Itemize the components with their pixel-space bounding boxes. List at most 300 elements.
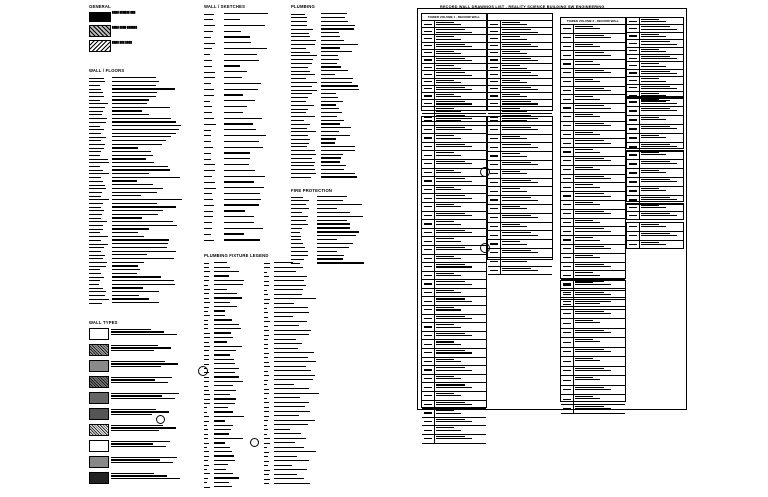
legend-text-line: [112, 251, 176, 252]
legend-symbol: [291, 29, 313, 30]
legend-text-line: [274, 352, 314, 353]
text-line: [436, 36, 454, 37]
sheet-title: [502, 87, 538, 92]
column-divider: [573, 183, 574, 191]
text-line: [641, 207, 666, 208]
text-line: [436, 413, 461, 414]
legend-symbol: [89, 196, 101, 197]
legend-symbol: [204, 14, 214, 15]
table-row: [561, 281, 625, 291]
text-line: [502, 235, 538, 236]
text-line: [111, 395, 162, 396]
text-line: [502, 164, 538, 165]
sheet-number: [563, 143, 571, 144]
sheet-number: [424, 387, 432, 388]
sheet-number: [490, 226, 498, 227]
legend-text-line: [112, 162, 154, 163]
text-line: [436, 187, 454, 188]
legend-text-line: [112, 169, 170, 170]
legend-text-line: [274, 429, 290, 430]
column-divider: [434, 392, 435, 400]
legend-symbol: [204, 54, 210, 55]
legend-text-line: [274, 415, 299, 416]
sheet-number: [424, 412, 432, 413]
text-line: [436, 256, 454, 257]
table-row: [422, 212, 486, 221]
column-divider: [434, 435, 435, 443]
legend-symbol: [204, 130, 211, 131]
sheet-number: [563, 116, 571, 117]
text-line: [502, 60, 538, 61]
text-line: [436, 307, 454, 308]
column-divider: [500, 258, 501, 266]
sheet-number: [424, 180, 432, 181]
legend-symbol: [89, 244, 108, 245]
legend-text-line: [214, 381, 243, 382]
sheet-number: [629, 226, 637, 227]
legend-symbol: [204, 83, 211, 84]
table-row: [561, 175, 625, 184]
sheet-number: [424, 88, 432, 89]
legend-text-line: [274, 357, 308, 358]
sheet-number: [424, 283, 432, 284]
wall-swatch: [89, 360, 109, 372]
text-line: [641, 226, 666, 227]
legend-text-line: [214, 403, 235, 404]
table-row: [488, 79, 552, 86]
column-divider: [573, 263, 574, 271]
table-row: [422, 246, 486, 255]
legend-symbol: [204, 447, 207, 448]
legend-symbol: [291, 71, 310, 72]
sheet-number: [424, 378, 432, 379]
text-line: [575, 108, 611, 109]
sheet-title: [641, 63, 666, 68]
text-line: [641, 78, 659, 79]
legend-symbol: [89, 221, 107, 222]
sheet-title: [436, 51, 461, 56]
legend-text-line: [112, 210, 163, 211]
sheet-title: [575, 339, 600, 344]
text-line: [436, 170, 454, 171]
legend-symbol: [89, 177, 101, 178]
sheet-number: [563, 204, 571, 205]
legend-text-line: [112, 221, 173, 222]
sheet-title: [641, 26, 677, 31]
sheet-title: [436, 264, 472, 269]
legend-text-line: [112, 243, 168, 244]
text-line: [436, 89, 472, 90]
column-divider: [500, 126, 501, 134]
sheet-number: [424, 352, 432, 353]
sheet-number: [490, 261, 498, 262]
legend-symbol: [291, 14, 305, 15]
legend-text-line: [274, 469, 307, 470]
legend-text-line: [274, 465, 292, 466]
column-divider: [434, 418, 435, 426]
sheet-title: [641, 56, 677, 61]
text-line: [575, 332, 611, 333]
legend-symbol: [264, 276, 269, 277]
column-divider: [500, 43, 501, 49]
sheet-number: [424, 309, 432, 310]
legend-symbol: [264, 393, 269, 394]
text-line: [436, 309, 461, 310]
table-row: [627, 151, 683, 160]
sheet-number: [490, 110, 498, 111]
table-row: [561, 183, 625, 192]
text-line: [575, 248, 611, 249]
text-line: [436, 224, 461, 225]
text-line: [575, 368, 604, 369]
table-body: [488, 117, 552, 275]
sheet-number: [629, 128, 637, 129]
legend-symbol: [204, 118, 214, 119]
legend-text-line: [274, 393, 319, 394]
text-line: [641, 93, 659, 94]
text-line: [641, 44, 677, 45]
legend-row: [291, 261, 391, 265]
sheet-number: [563, 275, 571, 276]
legend-text-line: [214, 332, 231, 333]
sheet-title: [436, 307, 461, 312]
legend-symbol: [89, 96, 104, 97]
text-line: [575, 272, 593, 273]
sheet-number: [490, 199, 498, 200]
text-line: [436, 51, 454, 52]
sheet-number: [563, 248, 571, 249]
sheet-number: [563, 313, 571, 314]
column-divider: [434, 297, 435, 305]
table-row: [422, 79, 486, 86]
legend-symbol: [204, 25, 215, 26]
text-line: [575, 237, 593, 238]
legend-symbol: [204, 333, 210, 334]
legend-symbol: [89, 303, 102, 304]
legend-text-line: [274, 285, 306, 286]
text-line: [502, 72, 531, 73]
text-line: [111, 414, 152, 415]
legend-text-line: [321, 32, 339, 33]
sheet-number: [424, 103, 432, 104]
wall-swatch: [89, 440, 109, 452]
index-table-6: [626, 17, 684, 97]
legend-symbol: [204, 48, 212, 49]
text-line: [575, 349, 604, 350]
text-line: [436, 108, 454, 109]
text-line: [502, 261, 527, 262]
legend-text-line: [274, 303, 294, 304]
legend-symbol: [204, 159, 211, 160]
text-line: [436, 264, 465, 265]
text-line: [641, 117, 659, 118]
text-line: [502, 232, 531, 233]
legend-text-line: [112, 81, 159, 82]
text-line: [436, 161, 465, 162]
legend-symbol: [204, 193, 212, 194]
column-divider: [500, 170, 501, 178]
text-line: [436, 120, 461, 121]
sheet-number: [424, 301, 432, 302]
text-line: [641, 34, 659, 35]
column-divider: [434, 35, 435, 41]
legend-symbol: [264, 330, 269, 331]
legend-text-line: [321, 169, 344, 170]
legend-text-line: [274, 361, 316, 362]
table-row: [561, 43, 625, 52]
legend-symbol: [264, 380, 268, 381]
sheet-number: [563, 370, 571, 371]
table-row: [422, 315, 486, 324]
wall-swatch: [89, 408, 109, 420]
legend-text-line: [317, 247, 349, 248]
column-divider: [573, 34, 574, 42]
table-row: [488, 205, 552, 214]
text-line: [575, 294, 611, 295]
legend-text-line: [112, 114, 149, 115]
column-divider: [434, 366, 435, 374]
legend-label: ████ ████ ██████: [112, 26, 138, 29]
column-divider: [434, 255, 435, 263]
table-row: [561, 245, 625, 254]
legend-text-line: [112, 206, 176, 207]
sheet-title: [575, 132, 600, 137]
text-line: [502, 82, 527, 83]
legend-symbol: [204, 478, 208, 479]
column-divider: [573, 291, 574, 300]
sheet-title: [641, 34, 666, 39]
text-line: [436, 24, 461, 25]
legend-symbol: [264, 290, 267, 291]
text-line: [641, 152, 659, 153]
wall-type-row: [87, 342, 192, 358]
text-line: [436, 129, 472, 130]
legend-symbol: [89, 92, 103, 93]
legend-text-line: [224, 164, 249, 165]
column-divider: [434, 426, 435, 434]
sheet-title: [502, 101, 538, 106]
legend-text-line: [112, 214, 158, 215]
legend-symbol: [291, 162, 315, 163]
legend-text-line: [321, 13, 347, 14]
text-line: [436, 410, 454, 411]
legend-text-line: [214, 302, 230, 303]
index-table-9: [626, 203, 684, 220]
column-divider: [434, 409, 435, 417]
sheet-title: [575, 44, 600, 49]
text-line: [111, 363, 178, 364]
legend-text-line: [321, 82, 352, 83]
column-divider: [434, 332, 435, 340]
sheet-number: [490, 129, 498, 130]
sheet-number: [563, 72, 571, 73]
column-divider: [639, 232, 640, 240]
legend-text-line: [214, 482, 229, 483]
sheet-number: [424, 155, 432, 156]
text-line: [575, 396, 593, 397]
text-line: [111, 478, 180, 479]
sheet-title: [436, 108, 461, 113]
text-line: [111, 350, 154, 351]
table-row: [488, 57, 552, 64]
legend-symbol: [204, 19, 213, 20]
legend-text-line: [321, 28, 354, 29]
revision-cloud-marker: [480, 167, 490, 177]
sheet-title: [575, 330, 611, 335]
legend-text-line: [112, 276, 161, 277]
sheet-number: [629, 137, 637, 138]
legend-symbol: [204, 412, 207, 413]
text-line: [641, 108, 670, 109]
text-line: [575, 143, 611, 144]
legend-symbol: [204, 285, 208, 286]
sheet-number: [490, 235, 498, 236]
sheet-title: [502, 44, 538, 49]
legend-symbol: [204, 176, 212, 177]
legend-symbol: [89, 148, 104, 149]
text-line: [575, 28, 600, 29]
text-line: [111, 425, 163, 426]
sheet-title: [502, 65, 527, 70]
text-line: [641, 137, 666, 138]
column-divider: [500, 107, 501, 113]
legend-symbol: [264, 402, 269, 403]
table-body: [627, 18, 683, 107]
table-row: [627, 85, 683, 92]
legend-text-line: [321, 176, 357, 177]
sheet-number: [424, 74, 432, 75]
text-line: [641, 51, 666, 52]
text-line: [575, 303, 600, 304]
text-line: [436, 144, 465, 145]
column-divider: [639, 212, 640, 219]
sheet-number: [563, 46, 571, 47]
text-line: [502, 87, 531, 88]
legend-text-line: [274, 280, 304, 281]
column-divider: [573, 319, 574, 328]
sheet-number: [424, 137, 432, 138]
legend-text-line: [274, 451, 316, 452]
sheet-title: [641, 19, 666, 24]
text-line: [111, 398, 175, 399]
text-line: [641, 128, 677, 129]
legend-text-line: [214, 297, 242, 298]
legend-text-line: [274, 316, 293, 317]
legend-text-line: [321, 127, 351, 128]
table-row: [422, 263, 486, 272]
legend-symbol: [291, 139, 310, 140]
legend-symbol: [204, 77, 215, 78]
sheet-number: [424, 52, 432, 53]
text-line: [641, 161, 670, 162]
text-line: [111, 366, 161, 367]
text-line: [436, 111, 461, 112]
plumbing-list: [291, 12, 391, 179]
legend-text-line: [214, 262, 227, 263]
column-divider: [434, 28, 435, 34]
wall-description: [111, 457, 177, 464]
sheet-number: [490, 120, 498, 121]
text-line: [575, 222, 600, 223]
legend-symbol: [204, 263, 209, 264]
column-divider: [639, 33, 640, 39]
column-divider: [500, 205, 501, 213]
table-row: [422, 392, 486, 401]
legend-symbol: [89, 288, 103, 289]
text-line: [575, 72, 611, 73]
legend-text-line: [321, 120, 344, 121]
table-row: [627, 33, 683, 40]
column-divider: [434, 117, 435, 125]
legend-symbol: [204, 37, 211, 38]
column-divider: [639, 151, 640, 159]
text-line: [502, 171, 520, 172]
index-table-1: [421, 13, 487, 111]
table-row: [488, 152, 552, 161]
column-divider: [434, 107, 435, 113]
legend-text-line: [112, 280, 174, 281]
revision-cloud-marker: [156, 415, 165, 424]
legend-text-line: [321, 70, 348, 71]
legend-symbol: [204, 337, 210, 338]
sheet-number: [424, 120, 432, 121]
legend-text-line: [214, 411, 233, 412]
column-divider: [434, 86, 435, 92]
sheet-title: [502, 153, 527, 158]
text-line: [502, 224, 520, 225]
sheet-title: [575, 282, 600, 287]
legend-symbol: [89, 207, 101, 208]
sheet-title: [436, 350, 472, 355]
table-row: [422, 143, 486, 152]
sheet-number: [490, 252, 498, 253]
text-line: [502, 89, 538, 90]
legend-text-line: [317, 255, 344, 256]
legend-text-line: [112, 125, 181, 126]
legend-text-line: [321, 17, 345, 18]
legend-text-line: [274, 330, 311, 331]
index-table-4: [487, 116, 553, 260]
legend-text-line: [214, 328, 241, 329]
table-row: [422, 86, 486, 93]
legend-symbol: [204, 346, 210, 347]
text-line: [641, 172, 666, 173]
sheet-title: [502, 36, 527, 41]
sheet-title: [436, 402, 472, 407]
legend-symbol: [204, 386, 208, 387]
legend-text-line: [321, 74, 335, 75]
column-divider: [434, 323, 435, 331]
legend-symbol: [264, 452, 269, 453]
sheet-number: [563, 55, 571, 56]
table-row: [422, 194, 486, 203]
text-line: [575, 228, 604, 229]
legend-text-line: [214, 354, 230, 355]
column-divider: [434, 169, 435, 177]
table-row: [488, 64, 552, 71]
column-divider: [500, 135, 501, 143]
sheet-number: [563, 239, 571, 240]
legend-symbol: [291, 255, 308, 256]
legend-text-line: [214, 267, 230, 268]
text-line: [111, 361, 165, 362]
wall-type-row: [87, 422, 192, 438]
index-table-8: [626, 150, 684, 202]
legend-text-line: [274, 379, 313, 380]
legend-text-line: [321, 85, 358, 86]
text-line: [575, 370, 611, 371]
sheet-title: [641, 188, 666, 193]
